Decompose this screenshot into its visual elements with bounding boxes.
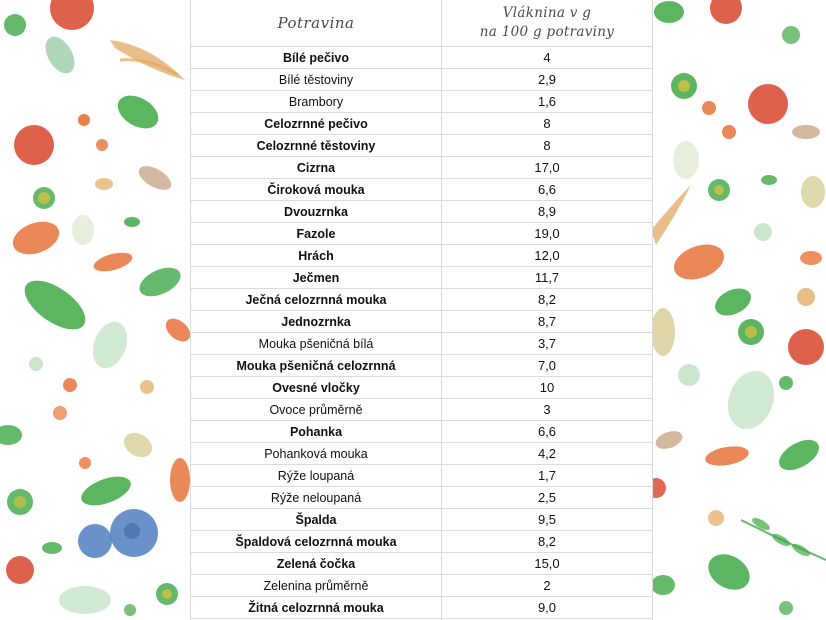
fiber-value-cell: 6,6 bbox=[537, 424, 557, 439]
food-name-cell: Fazole bbox=[296, 226, 336, 241]
table-row bbox=[191, 399, 652, 421]
food-name-cell: Ječná celozrnná mouka bbox=[245, 292, 387, 307]
food-name-cell: Žitná celozrnná mouka bbox=[248, 600, 384, 615]
fiber-value-cell: 8 bbox=[543, 138, 551, 153]
header-fiber-line2: na 100 g potraviny bbox=[479, 24, 615, 40]
table-row bbox=[191, 91, 652, 113]
table-row bbox=[191, 421, 652, 443]
food-name-cell: Zelenina průměrně bbox=[263, 578, 369, 593]
table-row bbox=[191, 487, 652, 509]
food-name-cell: Cizrna bbox=[296, 160, 336, 175]
table-row bbox=[191, 443, 652, 465]
watercolor-pattern-right bbox=[651, 0, 826, 620]
table-row bbox=[191, 311, 652, 333]
fiber-value-cell: 8,7 bbox=[537, 314, 557, 329]
left-decoration bbox=[0, 0, 190, 620]
fiber-value-cell: 6,6 bbox=[537, 182, 557, 197]
table-header bbox=[191, 0, 652, 47]
fiber-value-cell: 12,0 bbox=[534, 248, 560, 263]
table-row bbox=[191, 157, 652, 179]
header-fiber bbox=[442, 0, 652, 46]
food-name-cell: Rýže loupaná bbox=[277, 468, 355, 483]
food-name-cell: Mouka pšeničná bílá bbox=[258, 336, 374, 351]
table-row bbox=[191, 179, 652, 201]
food-name-cell: Bílé pečivo bbox=[283, 50, 349, 65]
food-name-cell: Hrách bbox=[298, 248, 334, 263]
table-row bbox=[191, 465, 652, 487]
fiber-value-cell: 2 bbox=[543, 578, 551, 593]
food-name-cell: Jednozrnka bbox=[281, 314, 351, 329]
table-row bbox=[191, 245, 652, 267]
table-row bbox=[191, 531, 652, 553]
fiber-value-cell: 11,7 bbox=[534, 270, 560, 285]
fiber-value-cell: 8,2 bbox=[537, 534, 557, 549]
food-name-cell: Čiroková mouka bbox=[267, 182, 365, 197]
table-row bbox=[191, 355, 652, 377]
table-row bbox=[191, 223, 652, 245]
fiber-value-cell: 1,6 bbox=[537, 94, 557, 109]
food-name-cell: Pohanka bbox=[289, 424, 343, 439]
fiber-value-cell: 4,2 bbox=[537, 446, 557, 461]
food-name-cell: Brambory bbox=[288, 94, 344, 109]
fiber-value-cell: 3,7 bbox=[537, 336, 557, 351]
fiber-value-cell: 8,2 bbox=[537, 292, 557, 307]
fiber-value-cell: 1,7 bbox=[537, 468, 557, 483]
fiber-value-cell: 8,9 bbox=[537, 204, 557, 219]
food-name-cell: Špalda bbox=[295, 512, 337, 527]
fiber-value-cell: 19,0 bbox=[534, 226, 560, 241]
fiber-value-cell: 8 bbox=[543, 116, 551, 131]
food-name-cell: Pohanková mouka bbox=[264, 446, 368, 461]
header-food: Potravina bbox=[277, 14, 355, 32]
table-row bbox=[191, 553, 652, 575]
fiber-value-cell: 15,0 bbox=[534, 556, 560, 571]
food-name-cell: Bílé těstoviny bbox=[278, 72, 354, 87]
table-row bbox=[191, 509, 652, 531]
table-row bbox=[191, 377, 652, 399]
food-name-cell: Špaldová celozrnná mouka bbox=[235, 534, 397, 549]
fiber-value-cell: 2,5 bbox=[537, 490, 557, 505]
fiber-value-cell: 3 bbox=[543, 402, 551, 417]
food-name-cell: Dvouzrnka bbox=[284, 204, 348, 219]
right-decoration bbox=[651, 0, 826, 620]
watercolor-pattern-left bbox=[0, 0, 190, 620]
food-name-cell: Ovoce průměrně bbox=[269, 402, 363, 417]
fiber-value-cell: 9,5 bbox=[537, 512, 557, 527]
fiber-value-cell: 17,0 bbox=[534, 160, 560, 175]
fiber-value-cell: 9,0 bbox=[537, 600, 557, 615]
fiber-value-cell: 7,0 bbox=[537, 358, 557, 373]
header-fiber-line1: Vláknina v g bbox=[502, 5, 592, 21]
table-row bbox=[191, 597, 652, 619]
table-row bbox=[191, 135, 652, 157]
table-row bbox=[191, 289, 652, 311]
food-name-cell: Zelená čočka bbox=[276, 556, 356, 571]
food-name-cell: Celozrnné pečivo bbox=[264, 116, 368, 131]
table-row bbox=[191, 113, 652, 135]
table-row bbox=[191, 201, 652, 223]
fiber-value-cell: 2,9 bbox=[537, 72, 557, 87]
food-name-cell: Ovesné vločky bbox=[272, 380, 360, 395]
fiber-table bbox=[190, 0, 653, 620]
table-body bbox=[191, 47, 652, 619]
fiber-value-cell: 10 bbox=[539, 380, 555, 395]
table-row bbox=[191, 267, 652, 289]
fiber-value-cell: 4 bbox=[543, 50, 551, 65]
table-row bbox=[191, 47, 652, 69]
table-row bbox=[191, 333, 652, 355]
food-name-cell: Rýže neloupaná bbox=[270, 490, 362, 505]
food-name-cell: Mouka pšeničná celozrnná bbox=[236, 358, 396, 373]
table-row bbox=[191, 69, 652, 91]
food-name-cell: Celozrnné těstoviny bbox=[256, 138, 376, 153]
table-row bbox=[191, 575, 652, 597]
food-name-cell: Ječmen bbox=[292, 270, 340, 285]
